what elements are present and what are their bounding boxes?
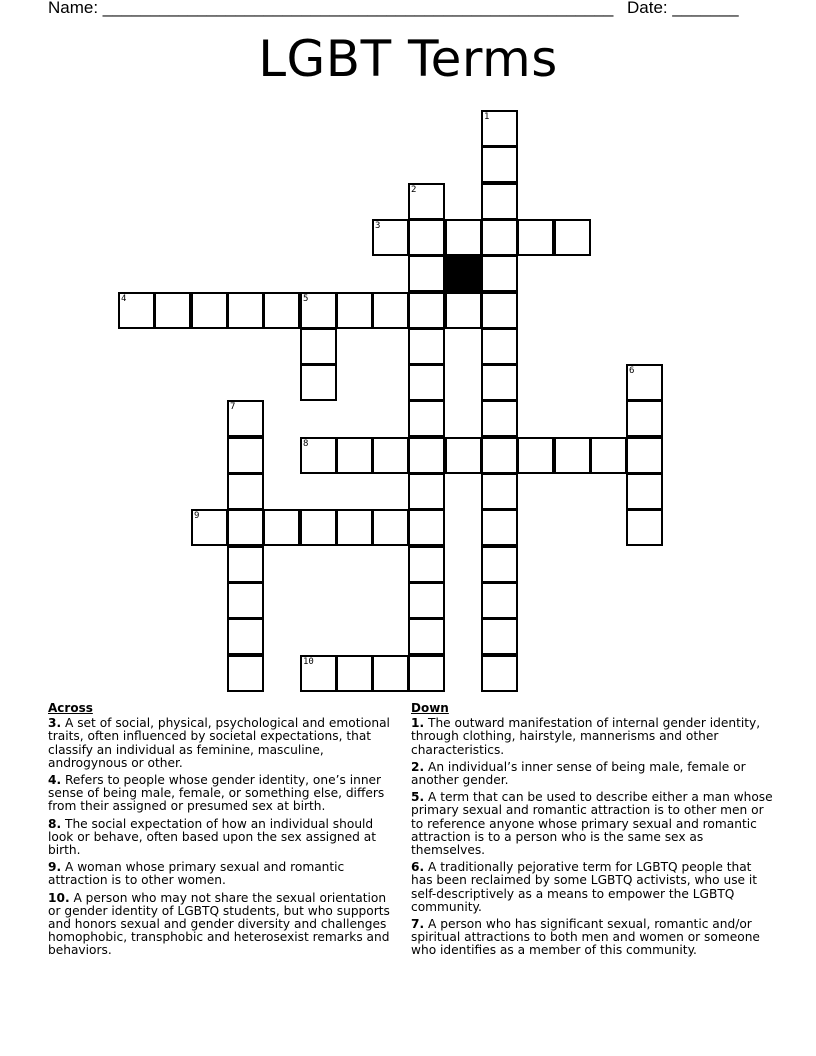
grid-cell[interactable] [408, 655, 445, 692]
grid-cell[interactable] [626, 364, 663, 401]
grid-cell[interactable] [554, 437, 591, 474]
grid-cell[interactable] [300, 328, 337, 365]
grid-cell[interactable] [590, 437, 627, 474]
grid-cell[interactable] [336, 655, 373, 692]
grid-cell[interactable] [408, 255, 445, 292]
clue-number: 7. [411, 917, 425, 932]
clue-number-label: 3 [375, 221, 381, 231]
grid-cell[interactable] [408, 364, 445, 401]
clue-number: 6. [411, 860, 425, 875]
grid-cell[interactable] [626, 509, 663, 546]
grid-cell[interactable] [408, 509, 445, 546]
grid-cell[interactable] [336, 437, 373, 474]
grid-cell[interactable] [263, 509, 300, 546]
grid-cell[interactable] [227, 546, 264, 583]
grid-cell[interactable] [227, 473, 264, 510]
clue-down-2 [411, 761, 776, 787]
grid-cell[interactable] [372, 437, 409, 474]
grid-cell[interactable] [445, 292, 482, 329]
down-heading: Down [411, 701, 449, 715]
grid-cell[interactable] [372, 655, 409, 692]
grid-cell[interactable] [481, 328, 518, 365]
name-field-label: Name: ______________________________________________________ [48, 0, 614, 17]
clue-across-9 [48, 861, 398, 887]
clue-text: The social expectation of how an individual should look or behave, often based upon the sex assigned at birth. [48, 816, 377, 858]
grid-cell[interactable] [517, 219, 554, 256]
grid-cell[interactable] [481, 509, 518, 546]
grid-cell[interactable] [372, 219, 409, 256]
grid-cell[interactable] [191, 292, 228, 329]
grid-cell[interactable] [408, 400, 445, 437]
grid-cell[interactable] [408, 219, 445, 256]
grid-cell[interactable] [481, 183, 518, 220]
grid-cell[interactable] [300, 655, 337, 692]
across-heading: Across [48, 701, 93, 715]
date-field-label: Date: _______ [627, 0, 739, 17]
grid-cell[interactable] [481, 618, 518, 655]
clue-text: An individual’s inner sense of being male, female or another gender. [411, 759, 746, 788]
grid-cell[interactable] [408, 328, 445, 365]
clue-number-label: 4 [121, 294, 127, 304]
grid-cell[interactable] [408, 546, 445, 583]
grid-cell[interactable] [191, 509, 228, 546]
clue-number: 4. [48, 773, 62, 788]
grid-cell[interactable] [118, 292, 155, 329]
clue-down-6 [411, 861, 776, 914]
grid-cell[interactable] [481, 437, 518, 474]
grid-cell[interactable] [336, 292, 373, 329]
grid-cell[interactable] [408, 473, 445, 510]
clue-across-10 [48, 892, 398, 958]
grid-cell[interactable] [554, 219, 591, 256]
grid-cell[interactable] [408, 437, 445, 474]
grid-cell[interactable] [227, 655, 264, 692]
grid-cell[interactable] [481, 400, 518, 437]
clue-across-4 [48, 774, 398, 814]
page-title: LGBT Terms [258, 30, 558, 88]
clue-text: A traditionally pejorative term for LGBTQ people that has been reclaimed by some LGBTQ activists, who use it self-descriptively as a means to empower the LGBTQ community. [411, 860, 758, 914]
clue-text: A person who may not share the sexual orientation or gender identity of LGBTQ students, but who supports and honors sexual and gender diversity and challenges homophobic, transphobic and heterosexist remarks and behaviors. [48, 890, 390, 958]
grid-cell[interactable] [626, 400, 663, 437]
grid-cell[interactable] [481, 255, 518, 292]
grid-cell[interactable] [227, 509, 264, 546]
grid-cell[interactable] [227, 400, 264, 437]
grid-cell[interactable] [481, 546, 518, 583]
clue-number: 1. [411, 716, 425, 731]
grid-cell[interactable] [300, 437, 337, 474]
clue-text: A woman whose primary sexual and romantic attraction is to other women. [48, 860, 345, 888]
grid-cell[interactable] [154, 292, 191, 329]
grid-cell[interactable] [408, 618, 445, 655]
grid-cell[interactable] [481, 146, 518, 183]
grid-cell[interactable] [481, 655, 518, 692]
clue-number-label: 6 [629, 366, 635, 376]
grid-cell[interactable] [408, 292, 445, 329]
grid-cell[interactable] [227, 582, 264, 619]
black-cell [445, 255, 482, 292]
grid-cell[interactable] [372, 509, 409, 546]
grid-cell[interactable] [263, 292, 300, 329]
grid-cell[interactable] [481, 219, 518, 256]
grid-cell[interactable] [626, 437, 663, 474]
grid-cell[interactable] [336, 509, 373, 546]
clue-number-label: 9 [194, 511, 200, 521]
clue-number-label: 7 [230, 402, 236, 412]
grid-cell[interactable] [517, 437, 554, 474]
clue-number: 2. [411, 759, 425, 774]
grid-cell[interactable] [227, 437, 264, 474]
grid-cell[interactable] [481, 364, 518, 401]
across-clues [48, 702, 398, 962]
grid-cell[interactable] [408, 183, 445, 220]
grid-cell[interactable] [227, 292, 264, 329]
clue-number-label: 10 [303, 657, 314, 667]
clue-number: 8. [48, 816, 62, 831]
clue-number-label: 2 [411, 185, 417, 195]
clue-number: 5. [411, 790, 425, 805]
clue-text: A set of social, physical, psychological and emotional traits, often influenced by societal expectations, that classify an individual as feminine, masculine, androgynous or other. [48, 716, 390, 770]
clue-text: A person who has significant sexual, romantic and/or spiritual attractions to both men and women or someone who identifies as a member of this community. [411, 917, 760, 958]
clue-text: Refers to people whose gender identity, one’s inner sense of being male, female, or something else, differs from their assigned or presumed sex at birth. [48, 773, 385, 814]
grid-cell[interactable] [408, 582, 445, 619]
clue-down-7 [411, 918, 776, 958]
grid-cell[interactable] [372, 292, 409, 329]
grid-cell[interactable] [300, 509, 337, 546]
clue-number: 9. [48, 860, 62, 875]
clue-text: A term that can be used to describe either a man whose primary sexual and romantic attraction is to other men or to reference anyone whose primary sexual and romantic attraction is to a person who is the same sex as themselves. [411, 790, 773, 858]
grid-cell[interactable] [300, 364, 337, 401]
clue-down-5 [411, 791, 776, 857]
clue-number-label: 8 [303, 439, 309, 449]
clue-across-3 [48, 717, 398, 770]
down-clues [411, 702, 776, 962]
grid-cell[interactable] [481, 582, 518, 619]
grid-cell[interactable] [481, 292, 518, 329]
grid-cell[interactable] [626, 473, 663, 510]
grid-cell[interactable] [481, 110, 518, 147]
grid-cell[interactable] [445, 437, 482, 474]
grid-cell[interactable] [445, 219, 482, 256]
grid-cell[interactable] [227, 618, 264, 655]
clue-number-label: 1 [484, 112, 490, 122]
grid-cell[interactable] [300, 292, 337, 329]
clue-across-8 [48, 818, 398, 858]
clue-number: 3. [48, 716, 62, 731]
clue-down-1 [411, 717, 776, 757]
clue-text: The outward manifestation of internal gender identity, through clothing, hairstyle, mannerisms and other characteristics. [411, 716, 761, 757]
clue-number: 10. [48, 890, 70, 905]
clue-number-label: 5 [303, 294, 309, 304]
grid-cell[interactable] [481, 473, 518, 510]
